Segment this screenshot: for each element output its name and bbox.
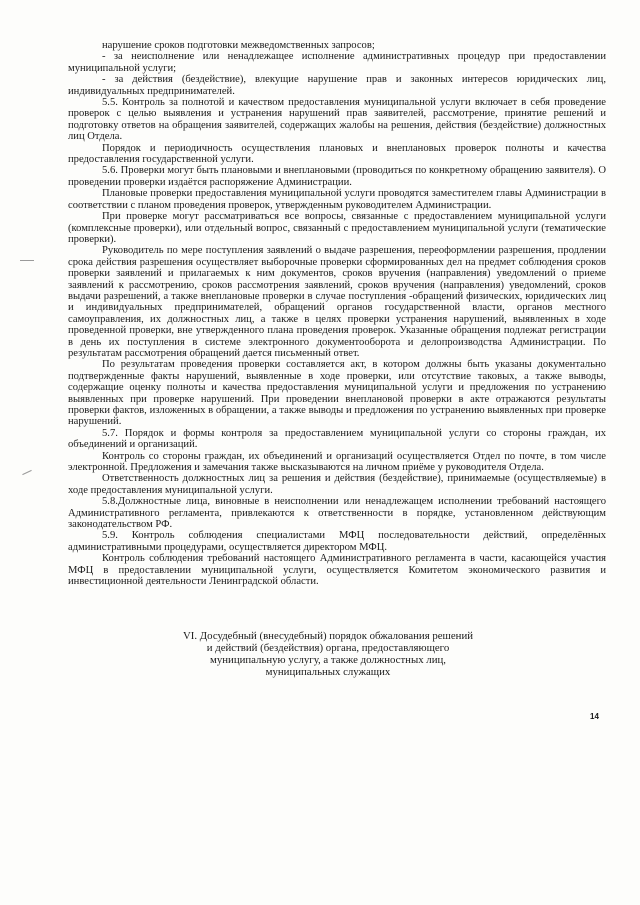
section-heading-line: и действий (бездействия) органа, предоставляющего	[206, 642, 450, 654]
paragraph: По результатам проведения проверки составляется акт, в котором должны быть указаны документально подтвержденные факты нарушений, выявленные в ходе проверки, или отсутствие таковых, а также выводы, содержащие оценку полноты и качества предоставления муниципальной услуги и предложения по устранению выявленных при проверке нарушений. При проведении внеплановой проверки в акте отражаются результаты проверки фактов, изложенных в обращении, а также выводы и предложения по устранению выявленных при проверке нарушений.	[68, 359, 606, 428]
paragraph: Ответственность должностных лиц за решения и действия (бездействие), принимаемые (осуществляемые) в ходе предоставления муниципальной услуги.	[68, 473, 606, 496]
paragraph: 5.6. Проверки могут быть плановыми и внеплановыми (проводиться по конкретному обращению заявителя). О проведении проверки издаётся распоряжение Администрации.	[68, 165, 606, 188]
section-heading	[150, 630, 506, 678]
paragraph: - за действия (бездействие), влекущие нарушение прав и законных интересов юридических лиц, индивидуальных предпринимателей.	[68, 74, 606, 97]
paragraph: 5.9. Контроль соблюдения специалистами МФЦ последовательности действий, определённых административными процедурами, осуществляется директором МФЦ.	[68, 530, 606, 553]
paragraph: Порядок и периодичность осуществления плановых и внеплановых проверок полноты и качества предоставления государственной услуги.	[68, 142, 606, 166]
section-heading-line: муниципальных служащих	[265, 666, 391, 678]
paragraph: Контроль соблюдения требований настоящего Административного регламента в части, касающейся участия МФЦ в предоставлении муниципальной услуги, осуществляется Комитетом экономического развития и инвестиционной деятельности Ленинградской области.	[68, 553, 606, 588]
scan-margin-mark	[20, 260, 34, 261]
paragraph: нарушение сроков подготовки межведомственных запросов;	[102, 40, 375, 51]
section-heading-line: муниципальную услугу, а также должностных лиц,	[210, 654, 446, 666]
paragraph: При проверке могут рассматриваться все вопросы, связанные с предоставлением муниципальной услуги (комплексные проверки), или отдельный вопрос, связанный с предоставлением муниципальной услуги (тематические проверки).	[68, 211, 606, 245]
paragraph: Контроль со стороны граждан, их объединений и организаций осуществляется Отдел по почте, в том числе электронной. Предложения и замечания также высказываются на личном приёме у руководителя Отдела.	[68, 450, 606, 474]
paragraph: - за неисполнение или ненадлежащее исполнение административных процедур при предоставлении муниципальной услуги;	[68, 51, 606, 74]
scan-margin-mark	[22, 470, 31, 475]
page-number: 14	[590, 712, 599, 721]
paragraph: 5.7. Порядок и формы контроля за предоставлением муниципальной услуги со стороны граждан, их объединений и организаций.	[68, 427, 606, 451]
section-heading-line: VI. Досудебный (внесудебный) порядок обжалования решений	[183, 630, 473, 642]
paragraph: Руководитель по мере поступления заявлений о выдаче разрешения, переоформлении разрешения, продлении срока действия разрешения осуществляет выборочные проверки сформированных дел на предмет соблюдения сроков проверки заявлений и прилагаемых к ним документов, сроков вручения (направления) уведомлений о приеме заявлений к рассмотрению, сроков рассмотрения заявлений, сроков вручения (направления) уведомлений, сроков выдачи разрешений, а также внеплановые проверки в случае поступления -обращений физических, юридических лиц и индивидуальных предпринимателей, обращений органов государственной власти, органов местного самоуправления, их должностных лиц, а также в целях проверки устранения нарушений, выявленных в ходе проведенной проверки, вне утвержденного плана проведения проверок. Указанные обращения подлежат регистрации в день их поступления в системе электронного документооборота и делопроизводства Администрации. По результатам рассмотрения обращений дается письменный ответ.	[68, 245, 606, 359]
paragraph: 5.8.Должностные лица, виновные в неисполнении или ненадлежащем исполнении требований настоящего Административного регламента, привлекаются к ответственности в порядке, установленном действующим законодательством РФ.	[68, 496, 606, 531]
body-text	[68, 40, 606, 588]
paragraph: Плановые проверки предоставления муниципальной услуги проводятся заместителем главы Администрации в соответствии с планом проведения проверок, утвержденным руководителем Администрации.	[68, 188, 606, 211]
paragraph: 5.5. Контроль за полнотой и качеством предоставления муниципальной услуги включает в себя проведение проверок с целью выявления и устранения нарушений прав заявителей, рассмотрение, принятие решений и подготовку ответов на обращения заявителей, содержащих жалобы на решения, действия (бездействие) должностных лиц Отдела.	[68, 97, 606, 143]
